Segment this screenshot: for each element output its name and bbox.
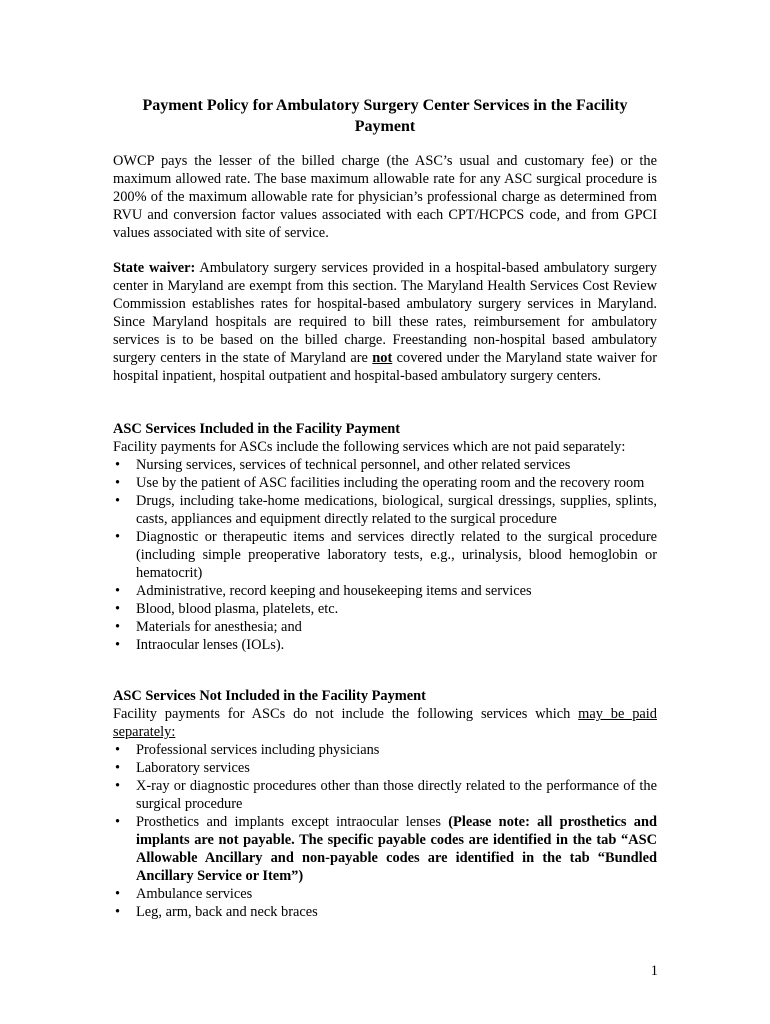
bullet-icon: • — [115, 601, 121, 617]
list-item — [113, 582, 657, 600]
bullet-icon: • — [115, 886, 121, 902]
state-waiver-text-2: covered under the Maryland state waiver for hospital inpatient, hospital outpatient and hospital-based ambulatory surgery centers. — [113, 350, 657, 384]
list-item-text: Professional services including physicians — [136, 742, 380, 758]
not-included-intro-text: Facility payments for ASCs do not include the following services which — [113, 706, 579, 722]
not-included-heading: ASC Services Not Included in the Facility Payment — [113, 688, 426, 704]
list-item — [113, 777, 657, 813]
list-item — [113, 456, 657, 474]
page-title: Payment Policy for Ambulatory Surgery Center Services in the Facility Payment — [142, 97, 628, 135]
included-list — [113, 456, 657, 654]
list-item-text: Drugs, including take-home medications, biological, surgical dressings, supplies, splints, casts, appliances and equipment directly related to the surgical procedure — [136, 493, 657, 527]
list-item-text: Ambulance services — [136, 886, 253, 902]
bullet-icon: • — [115, 637, 121, 653]
state-waiver-paragraph — [113, 259, 657, 385]
list-item-text: Use by the patient of ASC facilities including the operating room and the recovery room — [136, 475, 645, 491]
bullet-icon: • — [115, 475, 121, 491]
bullet-icon: • — [115, 904, 121, 920]
list-item — [113, 492, 657, 528]
list-item-text: Intraocular lenses (IOLs). — [136, 637, 285, 653]
prosthetics-note: (Please note: all prosthetics and implants are not payable. The specific payable codes are identified in the tab “ASC Allowable Ancillary and non-payable codes are identified in the tab “Bundled Ancillary Service or Item”) — [136, 814, 657, 884]
list-item — [113, 474, 657, 492]
page-number: 1 — [650, 963, 658, 979]
list-item-text: X-ray or diagnostic procedures other than those directly related to the performance of the surgical procedure — [136, 778, 657, 812]
list-item — [113, 813, 657, 885]
list-item — [113, 618, 657, 636]
list-item — [113, 528, 657, 582]
list-item — [113, 759, 657, 777]
list-item-text: Administrative, record keeping and housekeeping items and services — [136, 583, 532, 599]
list-item-text: Prosthetics and implants except intraocular lenses — [136, 814, 449, 830]
bullet-icon: • — [115, 583, 121, 599]
list-item-text: Blood, blood plasma, platelets, etc. — [136, 601, 339, 617]
bullet-icon: • — [115, 742, 121, 758]
not-included-intro — [113, 705, 657, 741]
included-heading: ASC Services Included in the Facility Payment — [113, 421, 400, 437]
list-item-text: Nursing services, services of technical personnel, and other related services — [136, 457, 571, 473]
included-section — [113, 420, 657, 654]
list-item — [113, 741, 657, 759]
not-included-intro-underlined: may be paid separately: — [113, 706, 657, 740]
list-item — [113, 600, 657, 618]
intro-paragraph: OWCP pays the lesser of the billed charge (the ASC’s usual and customary fee) or the maximum allowed rate. The base maximum allowable rate for any ASC surgical procedure is 200% of the maximum allowable rate for physician’s professional charge as determined from RVU and conversion factor values associated with each CPT/HCPCS code, and from GPCI values associated with site of service. — [113, 153, 657, 241]
state-waiver-emphasis: not — [372, 350, 393, 366]
not-included-list — [113, 741, 657, 921]
list-item — [113, 636, 657, 654]
bullet-icon: • — [115, 814, 121, 830]
bullet-icon: • — [115, 760, 121, 776]
bullet-icon: • — [115, 457, 121, 473]
list-item — [113, 903, 657, 921]
bullet-icon: • — [115, 619, 121, 635]
list-item-text: Materials for anesthesia; and — [136, 619, 302, 635]
bullet-icon: • — [115, 778, 121, 794]
list-item-text: Diagnostic or therapeutic items and services directly related to the surgical procedure (including simple preoperative laboratory tests, e.g., urinalysis, blood hemoglobin or hematocrit) — [136, 529, 657, 581]
bullet-icon: • — [115, 529, 121, 545]
state-waiver-label: State waiver: — [113, 260, 196, 276]
list-item-text: Laboratory services — [136, 760, 250, 776]
bullet-icon: • — [115, 493, 121, 509]
state-waiver-text-1: Ambulatory surgery services provided in a hospital-based ambulatory surgery center in Maryland are exempt from this section. The Maryland Health Services Cost Review Commission establishes rates for hospital-based ambulatory surgery services in Maryland. Since Maryland hospitals are required to bill these rates, reimbursement for ambulatory services is to be based on the billed charge. Freestanding non-hospital based ambulatory surgery centers in the state of Maryland are — [113, 260, 657, 366]
not-included-section — [113, 687, 657, 921]
list-item — [113, 885, 657, 903]
list-item-text: Leg, arm, back and neck braces — [136, 904, 318, 920]
included-intro: Facility payments for ASCs include the following services which are not paid separately: — [113, 439, 626, 455]
